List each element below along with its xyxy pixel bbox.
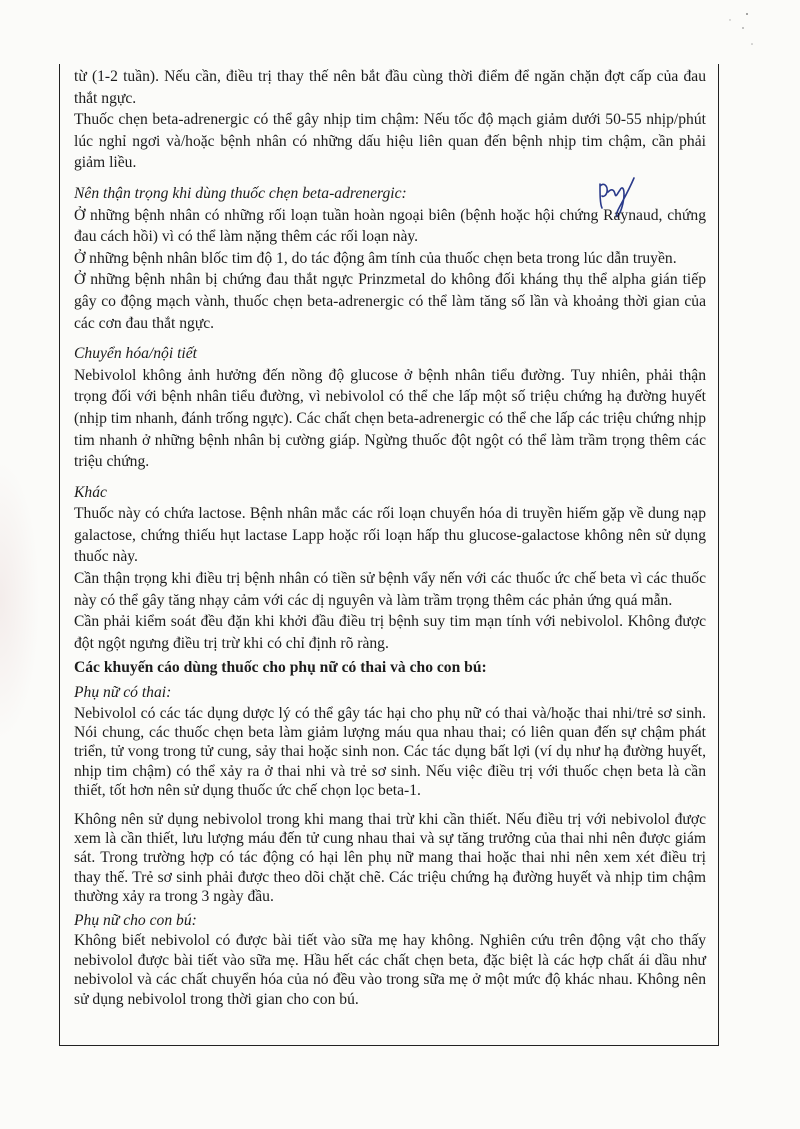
faded-stamp-mark (0, 460, 40, 740)
paragraph-pregnancy-usage: Không nên sử dụng nebivolol trong khi mang thai trừ khi cần thiết. Nếu điều trị với nebivolol được xem là cần thiết, lưu lượng máu đến tử cung nhau thai và sự tăng trưởng của thai nhi nên được giám sát. Trong trường hợp có tác động có hại lên phụ nữ mang thai hoặc thai nhi nên xem xét điều trị thay thế. Trẻ sơ sinh phải được theo dõi chặt chẽ. Các triệu chứng hạ đường huyết và nhịp tim chậm thường xảy ra trong 3 ngày đầu. (74, 810, 706, 906)
pregnancy-lactation-heading: Các khuyến cáo dùng thuốc cho phụ nữ có thai và cho con bú: (74, 659, 487, 677)
paragraph-2: Thuốc chẹn beta-adrenergic có thể gây nhịp tim chậm: Nếu tốc độ mạch giảm dưới 50-55 nhịp/phút lúc nghỉ ngơi và/hoặc bệnh nhân có những dấu hiệu liên quan đến bệnh nhịp tim chậm, cần phải giảm liều. (74, 111, 706, 172)
paragraph-pregnancy-effects: Nebivolol có các tác dụng dược lý có thể gây tác hại cho phụ nữ có thai và/hoặc thai nhi/trẻ sơ sinh. Nói chung, các thuốc chẹn beta làm giảm lượng máu qua nhau thai; có liên quan đến sự chậm phát triển, tử vong trong tử cung, sảy thai hoặc sinh non. Các tác dụng bất lợi (ví dụ như hạ đường huyết, nhịp tim chậm) có thể xảy ra ở thai nhi và trẻ sơ sinh. Nếu việc điều trị với thuốc chẹn beta là cần thiết, tốt hơn nên sử dụng thuốc ức chế chọn lọc beta-1. (74, 704, 706, 800)
other-heading: Khác (74, 483, 107, 501)
paragraph-lactation: Không biết nebivolol có được bài tiết vào sữa mẹ hay không. Nghiên cứu trên động vật cho thấy nebivolol được bài tiết vào sữa mẹ. Hầu hết các chất chẹn beta, đặc biệt là các hợp chất ái dầu như nebivolol và các chất chuyển hóa của nó đều vào trong sữa mẹ ở một mức độ khác nhau. Không nên sử dụng nebivolol trong thời gian cho con bú. (74, 932, 706, 1008)
paragraph-raynaud: Ở những bệnh nhân có những rối loạn tuần hoàn ngoại biên (bệnh hoặc hội chứng Raynaud, chứng đau cách hồi) vì có thể làm nặng thêm các rối loạn này. (74, 206, 706, 246)
paragraph-prinzmetal: Ở những bệnh nhân bị chứng đau thắt ngực Prinzmetal do không đối kháng thụ thể alpha gián tiếp gây co động mạch vành, thuốc chẹn beta-adrenergic có thể làm tăng số lần và khoảng thời gian của các cơn đau thắt ngực. (74, 271, 706, 332)
paragraph-lactose: Thuốc này có chứa lactose. Bệnh nhân mắc các rối loạn chuyển hóa di truyền hiếm gặp về dung nạp galactose, chứng thiếu hụt lactase Lapp hoặc rối loạn hấp thu glucose-galactose không nên sử dụng thuốc này. (74, 505, 706, 566)
document-body (74, 66, 706, 1009)
lactation-subheading: Phụ nữ cho con bú: (74, 911, 197, 929)
paragraph-1: từ (1-2 tuần). Nếu cần, điều trị thay thế nên bắt đầu cùng thời điểm để ngăn chặn đợt cấp của đau thắt ngực. (74, 68, 706, 107)
paragraph-psoriasis: Cần thận trọng khi điều trị bệnh nhân có tiền sử bệnh vẩy nến với các thuốc ức chế beta vì các thuốc này có thể gây tăng nhạy cảm với các dị nguyên và làm trầm trọng thêm các phản ứng quá mẫn. (74, 570, 706, 609)
caution-heading: Nên thận trọng khi dùng thuốc chẹn beta-adrenergic: (74, 184, 407, 202)
pregnancy-subheading: Phụ nữ có thai: (74, 684, 172, 702)
metabolism-heading: Chuyển hóa/nội tiết (74, 345, 197, 363)
paragraph-heart-block: Ở những bệnh nhân blốc tim độ 1, do tác động âm tính của thuốc chẹn beta trong lúc dẫn truyền. (74, 249, 677, 267)
paragraph-metabolism: Nebivolol không ảnh hưởng đến nồng độ glucose ở bệnh nhân tiểu đường. Tuy nhiên, phải thận trọng đối với bệnh nhân tiểu đường, vì nebivolol có thể che lấp một số triệu chứng hạ đường huyết (nhịp tim nhanh, đánh trống ngực). Các chất chẹn beta-adrenergic có thể che lấp các triệu chứng nhịp tim nhanh ở những bệnh nhân bị cường giáp. Ngừng thuốc đột ngột có thể làm trầm trọng thêm các triệu chứng. (74, 366, 706, 471)
paragraph-heart-failure: Cần phải kiểm soát đều đặn khi khởi đầu điều trị bệnh suy tim mạn tính với nebivolol. Không được đột ngột ngưng điều trị trừ khi có chỉ định rõ ràng. (74, 613, 706, 652)
